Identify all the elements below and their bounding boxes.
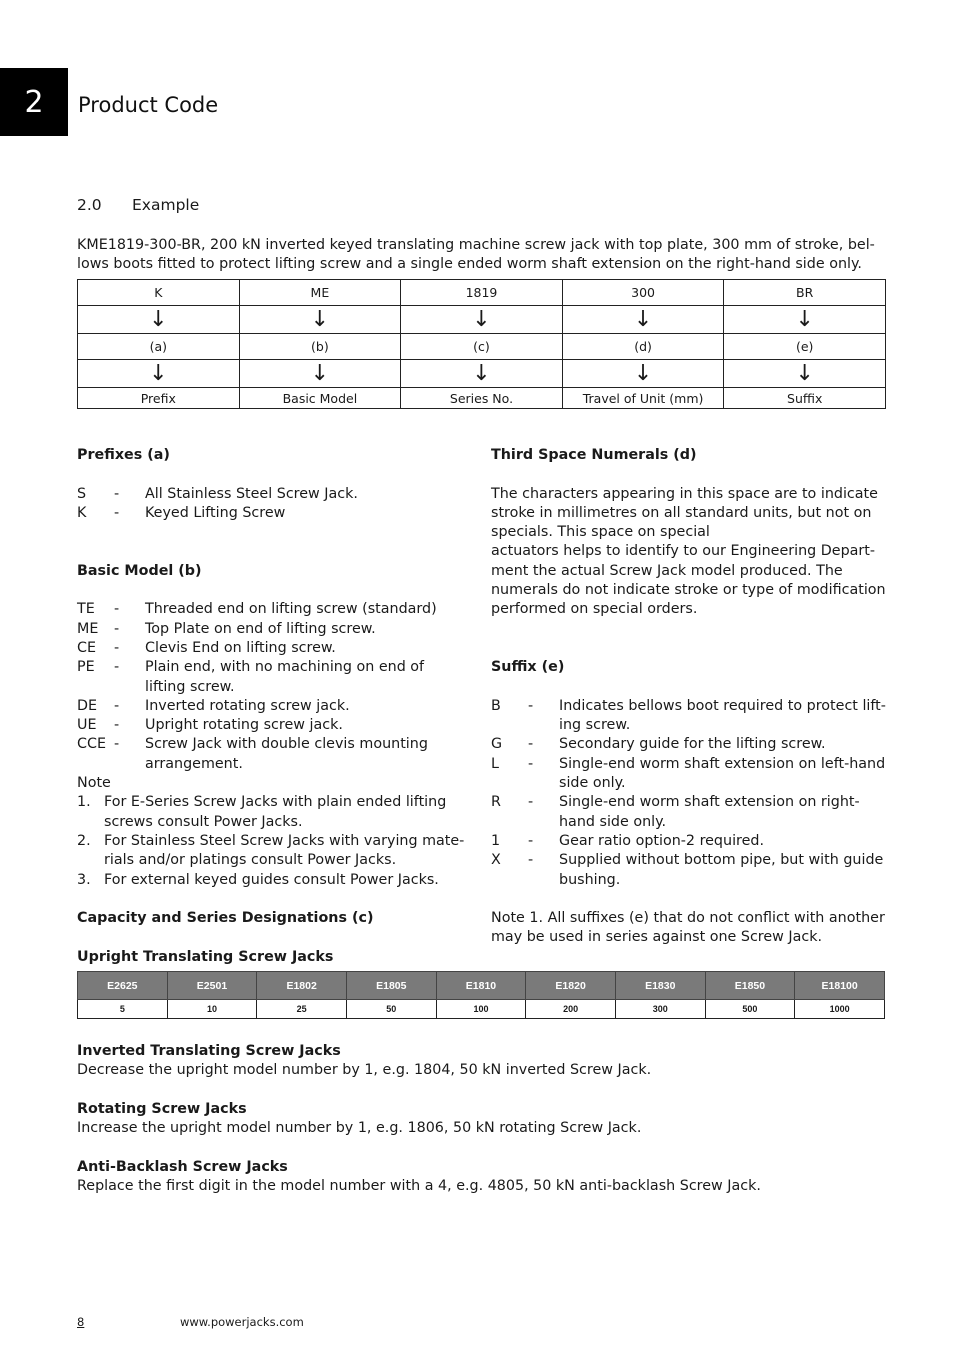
item-dash: - bbox=[114, 485, 120, 502]
down-arrow-icon: ↓ bbox=[562, 306, 724, 334]
left-column bbox=[77, 446, 469, 967]
item-text: Top Plate on end of lifting screw. bbox=[145, 620, 376, 637]
note-item bbox=[77, 832, 469, 871]
item-code: UE bbox=[77, 717, 97, 734]
list-item bbox=[491, 851, 887, 890]
item-dash: - bbox=[528, 736, 534, 753]
code-cell: 300 bbox=[562, 280, 724, 306]
list-item bbox=[77, 658, 469, 697]
letter-cell: (e) bbox=[724, 334, 886, 360]
section-number: 2.0 bbox=[77, 196, 102, 214]
down-arrow-icon: ↓ bbox=[562, 360, 724, 388]
item-dash: - bbox=[528, 697, 534, 714]
section-heading bbox=[77, 196, 199, 214]
list-item bbox=[491, 755, 887, 794]
capacity-value-cell: 25 bbox=[257, 1000, 347, 1019]
item-text: Single-end worm shaft extension on left-hand side only. bbox=[559, 755, 886, 792]
item-code: R bbox=[491, 794, 501, 811]
suffix-note: Note 1. All suffixes (e) that do not conflict with another may be used in series against one Screw Jack. bbox=[491, 910, 885, 946]
name-cell: Basic Model bbox=[239, 388, 401, 409]
model-header-cell: E1810 bbox=[436, 972, 526, 1000]
down-arrow-icon: ↓ bbox=[239, 360, 401, 388]
note-number: 2. bbox=[77, 832, 91, 849]
item-text: Keyed Lifting Screw bbox=[145, 504, 286, 521]
down-arrow-icon: ↓ bbox=[78, 360, 240, 388]
item-text: Threaded end on lifting screw (standard) bbox=[145, 601, 437, 618]
list-item bbox=[491, 832, 887, 851]
item-code: ME bbox=[77, 620, 99, 637]
item-code: K bbox=[77, 504, 87, 521]
list-item bbox=[77, 735, 469, 774]
model-header-cell: E1820 bbox=[526, 972, 616, 1000]
note-item bbox=[77, 871, 469, 890]
list-item bbox=[491, 735, 887, 754]
item-dash: - bbox=[528, 852, 534, 869]
item-dash: - bbox=[114, 504, 120, 521]
code-cell: BR bbox=[724, 280, 886, 306]
list-item bbox=[491, 697, 887, 736]
down-arrow-icon: ↓ bbox=[401, 306, 563, 334]
model-header-cell: E1802 bbox=[257, 972, 347, 1000]
down-arrow-icon: ↓ bbox=[78, 306, 240, 334]
list-item bbox=[491, 793, 887, 832]
list-item bbox=[77, 600, 469, 619]
item-text: Supplied without bottom pipe, but with guide bushing. bbox=[559, 852, 884, 888]
model-header-cell: E18100 bbox=[795, 972, 885, 1000]
code-cell: ME bbox=[239, 280, 401, 306]
note-number: 1. bbox=[77, 794, 91, 811]
letter-cell: (b) bbox=[239, 334, 401, 360]
list-item bbox=[77, 485, 469, 504]
item-code: CE bbox=[77, 639, 97, 656]
chapter-number-box bbox=[0, 68, 68, 136]
inverted-text: Decrease the upright model number by 1, e.g. 1804, 50 kN inverted Screw Jack. bbox=[77, 1062, 652, 1079]
capacity-subheading: Upright Translating Screw Jacks bbox=[77, 948, 334, 965]
item-code: X bbox=[491, 852, 501, 869]
code-cell: 1819 bbox=[401, 280, 563, 306]
suffix-heading: Suffix (e) bbox=[491, 659, 565, 676]
capacity-value-cell: 50 bbox=[346, 1000, 436, 1019]
capacity-value-cell: 1000 bbox=[795, 1000, 885, 1019]
down-arrow-icon: ↓ bbox=[239, 306, 401, 334]
note-number: 3. bbox=[77, 871, 91, 888]
item-code: B bbox=[491, 697, 501, 714]
intro-paragraph: KME1819-300-BR, 200 kN inverted keyed translating machine screw jack with top plate, 300 mm of stroke, bel-lows boots fitted to protect lifting screw and a single ended worm shaft extension on the right-hand side only. bbox=[77, 237, 875, 273]
footer-url: www.powerjacks.com bbox=[180, 1315, 304, 1329]
down-arrow-icon: ↓ bbox=[724, 360, 886, 388]
item-dash: - bbox=[114, 659, 120, 676]
item-code: DE bbox=[77, 697, 98, 714]
item-dash: - bbox=[114, 717, 120, 734]
chapter-title: Product Code bbox=[78, 93, 219, 117]
name-cell: Suffix bbox=[724, 388, 886, 409]
capacity-value-cell: 5 bbox=[78, 1000, 168, 1019]
list-item bbox=[77, 620, 469, 639]
item-dash: - bbox=[114, 601, 120, 618]
basic-model-heading: Basic Model (b) bbox=[77, 562, 202, 579]
letter-cell: (d) bbox=[562, 334, 724, 360]
note-text: For external keyed guides consult Power Jacks. bbox=[104, 871, 439, 888]
note-text: For E-Series Screw Jacks with plain ended lifting screws consult Power Jacks. bbox=[104, 794, 447, 830]
item-dash: - bbox=[114, 620, 120, 637]
item-text: All Stainless Steel Screw Jack. bbox=[145, 485, 358, 502]
model-header-cell: E1830 bbox=[615, 972, 705, 1000]
item-text: Indicates bellows boot required to protect lift-ing screw. bbox=[559, 697, 886, 734]
bottom-sections bbox=[77, 1042, 887, 1196]
capacity-value-cell: 200 bbox=[526, 1000, 616, 1019]
note-item bbox=[77, 793, 469, 832]
letter-cell: (a) bbox=[78, 334, 240, 360]
antibacklash-text: Replace the first digit in the model number with a 4, e.g. 4805, 50 kN anti-backlash Screw Jack. bbox=[77, 1178, 761, 1195]
third-space-paragraph-2: actuators helps to identify to our Engineering Depart-ment the actual Screw Jack model produced. The numerals do not indicate stroke or type of modification performed on special orders. bbox=[491, 543, 886, 618]
model-header-cell: E1805 bbox=[346, 972, 436, 1000]
item-code: L bbox=[491, 755, 499, 772]
name-cell: Prefix bbox=[78, 388, 240, 409]
item-text: Screw Jack with double clevis mounting arrangement. bbox=[145, 736, 428, 772]
item-dash: - bbox=[528, 755, 534, 772]
model-header-cell: E1850 bbox=[705, 972, 795, 1000]
product-code-table bbox=[77, 279, 886, 409]
item-dash: - bbox=[528, 832, 534, 849]
inverted-heading: Inverted Translating Screw Jacks bbox=[77, 1043, 341, 1059]
down-arrow-icon: ↓ bbox=[401, 360, 563, 388]
item-text: Secondary guide for the lifting screw. bbox=[559, 736, 826, 753]
section-title: Example bbox=[132, 196, 200, 214]
chapter-number: 2 bbox=[24, 84, 44, 120]
capacity-value-cell: 300 bbox=[615, 1000, 705, 1019]
item-code: PE bbox=[77, 659, 95, 676]
down-arrow-icon: ↓ bbox=[724, 306, 886, 334]
list-item bbox=[77, 504, 469, 523]
item-text: Single-end worm shaft extension on right-hand side only. bbox=[559, 794, 860, 830]
letter-cell: (c) bbox=[401, 334, 563, 360]
capacity-table bbox=[77, 971, 885, 1019]
item-text: Upright rotating screw jack. bbox=[145, 717, 343, 734]
item-code: CCE bbox=[77, 736, 106, 753]
third-space-heading: Third Space Numerals (d) bbox=[491, 447, 697, 463]
list-item bbox=[77, 716, 469, 735]
antibacklash-heading: Anti-Backlash Screw Jacks bbox=[77, 1158, 288, 1175]
name-cell: Series No. bbox=[401, 388, 563, 409]
item-dash: - bbox=[114, 697, 120, 714]
code-cell: K bbox=[78, 280, 240, 306]
list-item bbox=[77, 639, 469, 658]
name-cell: Travel of Unit (mm) bbox=[562, 388, 724, 409]
item-text: Gear ratio option-2 required. bbox=[559, 832, 765, 849]
note-label: Note bbox=[77, 775, 111, 792]
capacity-heading: Capacity and Series Designations (c) bbox=[77, 910, 374, 927]
item-dash: - bbox=[528, 794, 534, 811]
item-text: Inverted rotating screw jack. bbox=[145, 697, 350, 714]
item-code: TE bbox=[77, 601, 95, 618]
list-item bbox=[77, 697, 469, 716]
model-header-cell: E2625 bbox=[78, 972, 168, 1000]
capacity-value-cell: 100 bbox=[436, 1000, 526, 1019]
rotating-heading: Rotating Screw Jacks bbox=[77, 1100, 247, 1117]
model-header-cell: E2501 bbox=[167, 972, 257, 1000]
rotating-text: Increase the upright model number by 1, e.g. 1806, 50 kN rotating Screw Jack. bbox=[77, 1120, 642, 1137]
item-code: S bbox=[77, 485, 87, 502]
page-number: 8 bbox=[77, 1315, 85, 1329]
item-code: 1 bbox=[491, 832, 501, 849]
right-column bbox=[491, 446, 887, 948]
prefixes-heading: Prefixes (a) bbox=[77, 447, 170, 463]
capacity-value-cell: 500 bbox=[705, 1000, 795, 1019]
note-text: For Stainless Steel Screw Jacks with varying mate-rials and/or platings consult Power Jacks. bbox=[104, 832, 465, 869]
item-text: Plain end, with no machining on end of lifting screw. bbox=[145, 659, 425, 695]
item-dash: - bbox=[114, 639, 120, 656]
third-space-paragraph-1: The characters appearing in this space are to indicate stroke in millimetres on all standard units, but not on specials. This space on special bbox=[491, 485, 878, 541]
item-text: Clevis End on lifting screw. bbox=[145, 639, 336, 656]
item-dash: - bbox=[114, 736, 120, 753]
item-code: G bbox=[491, 736, 503, 753]
capacity-value-cell: 10 bbox=[167, 1000, 257, 1019]
